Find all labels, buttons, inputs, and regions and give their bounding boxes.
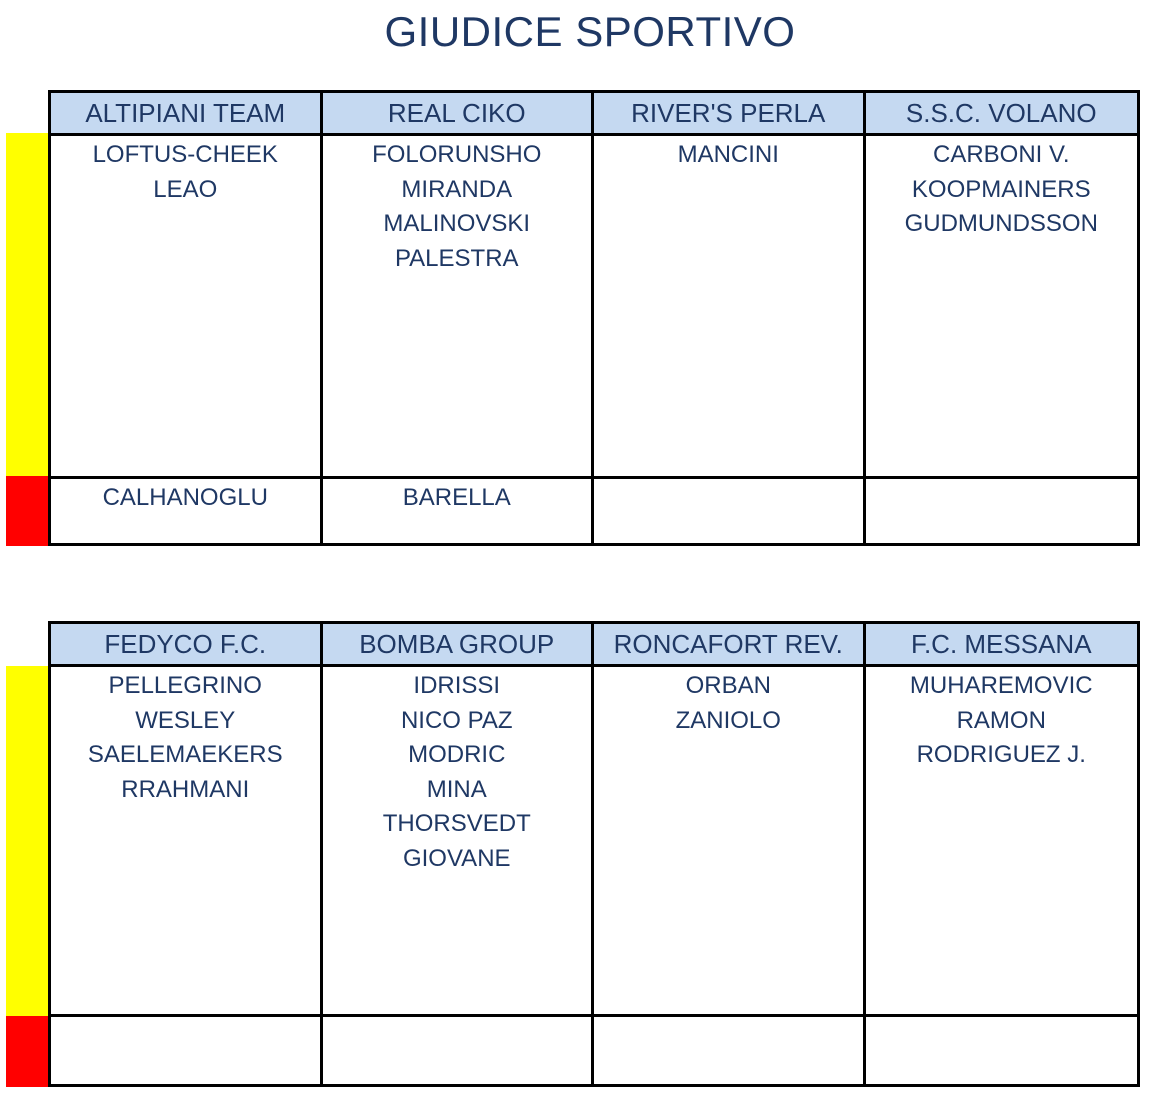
player-name: THORSVEDT <box>382 810 531 837</box>
yellow-card-list <box>866 136 1138 479</box>
player-name: MINA <box>426 775 487 803</box>
player-name: GIOVANE <box>402 844 511 872</box>
yellow-card-list <box>323 136 595 479</box>
player-name: ORBAN <box>685 672 771 699</box>
yellow-card-list <box>866 667 1138 1017</box>
red-card-indicator <box>6 476 48 546</box>
player-name: SAELEMAEKERS <box>87 741 283 768</box>
team-header: F.C. MESSANA <box>866 624 1138 667</box>
player-name: MANCINI <box>677 141 779 168</box>
red-card-list <box>323 1017 595 1087</box>
player-name: PELLEGRINO <box>108 672 262 699</box>
player-name: LOFTUS-CHEEK <box>92 141 278 168</box>
discipline-table <box>48 90 1140 546</box>
yellow-card-list <box>51 136 323 479</box>
team-header: BOMBA GROUP <box>323 624 595 667</box>
player-name: PALESTRA <box>394 244 519 272</box>
player-name: CARBONI V. <box>933 141 1070 168</box>
player-name: RRAHMANI <box>121 775 250 803</box>
player-name: CALHANOGLU <box>102 484 268 511</box>
discipline-table <box>48 621 1140 1087</box>
team-header: FEDYCO F.C. <box>51 624 323 667</box>
yellow-card-list <box>51 667 323 1017</box>
red-card-indicator <box>6 1016 48 1087</box>
red-card-list <box>51 479 323 546</box>
team-header: S.S.C. VOLANO <box>866 93 1138 136</box>
player-name: MIRANDA <box>401 175 513 203</box>
player-name: KOOPMAINERS <box>911 175 1091 203</box>
team-header: REAL CIKO <box>323 93 595 136</box>
yellow-card-indicator <box>6 133 48 476</box>
yellow-card-list <box>594 667 866 1017</box>
player-name: WESLEY <box>135 706 236 734</box>
player-name: BARELLA <box>402 484 511 511</box>
player-name: NICO PAZ <box>400 706 513 734</box>
team-header: RONCAFORT REV. <box>594 624 866 667</box>
player-name: RAMON <box>956 706 1046 734</box>
yellow-card-list <box>323 667 595 1017</box>
red-card-list <box>51 1017 323 1087</box>
page-title: GIUDICE SPORTIVO <box>384 8 796 55</box>
red-card-list <box>866 479 1138 546</box>
yellow-card-indicator <box>6 666 48 1016</box>
team-header: ALTIPIANI TEAM <box>51 93 323 136</box>
team-header: RIVER'S PERLA <box>594 93 866 136</box>
player-name: LEAO <box>153 175 218 203</box>
red-card-list <box>866 1017 1138 1087</box>
yellow-card-list <box>594 136 866 479</box>
player-name: ZANIOLO <box>675 706 781 734</box>
player-name: MALINOVSKI <box>383 210 531 237</box>
player-name: MUHAREMOVIC <box>909 672 1093 699</box>
red-card-list <box>323 479 595 546</box>
player-name: GUDMUNDSSON <box>904 210 1098 237</box>
player-name: IDRISSI <box>413 672 501 699</box>
player-name: FOLORUNSHO <box>372 141 542 168</box>
red-card-list <box>594 1017 866 1087</box>
player-name: MODRIC <box>408 741 506 768</box>
red-card-list <box>594 479 866 546</box>
player-name: RODRIGUEZ J. <box>916 741 1086 768</box>
